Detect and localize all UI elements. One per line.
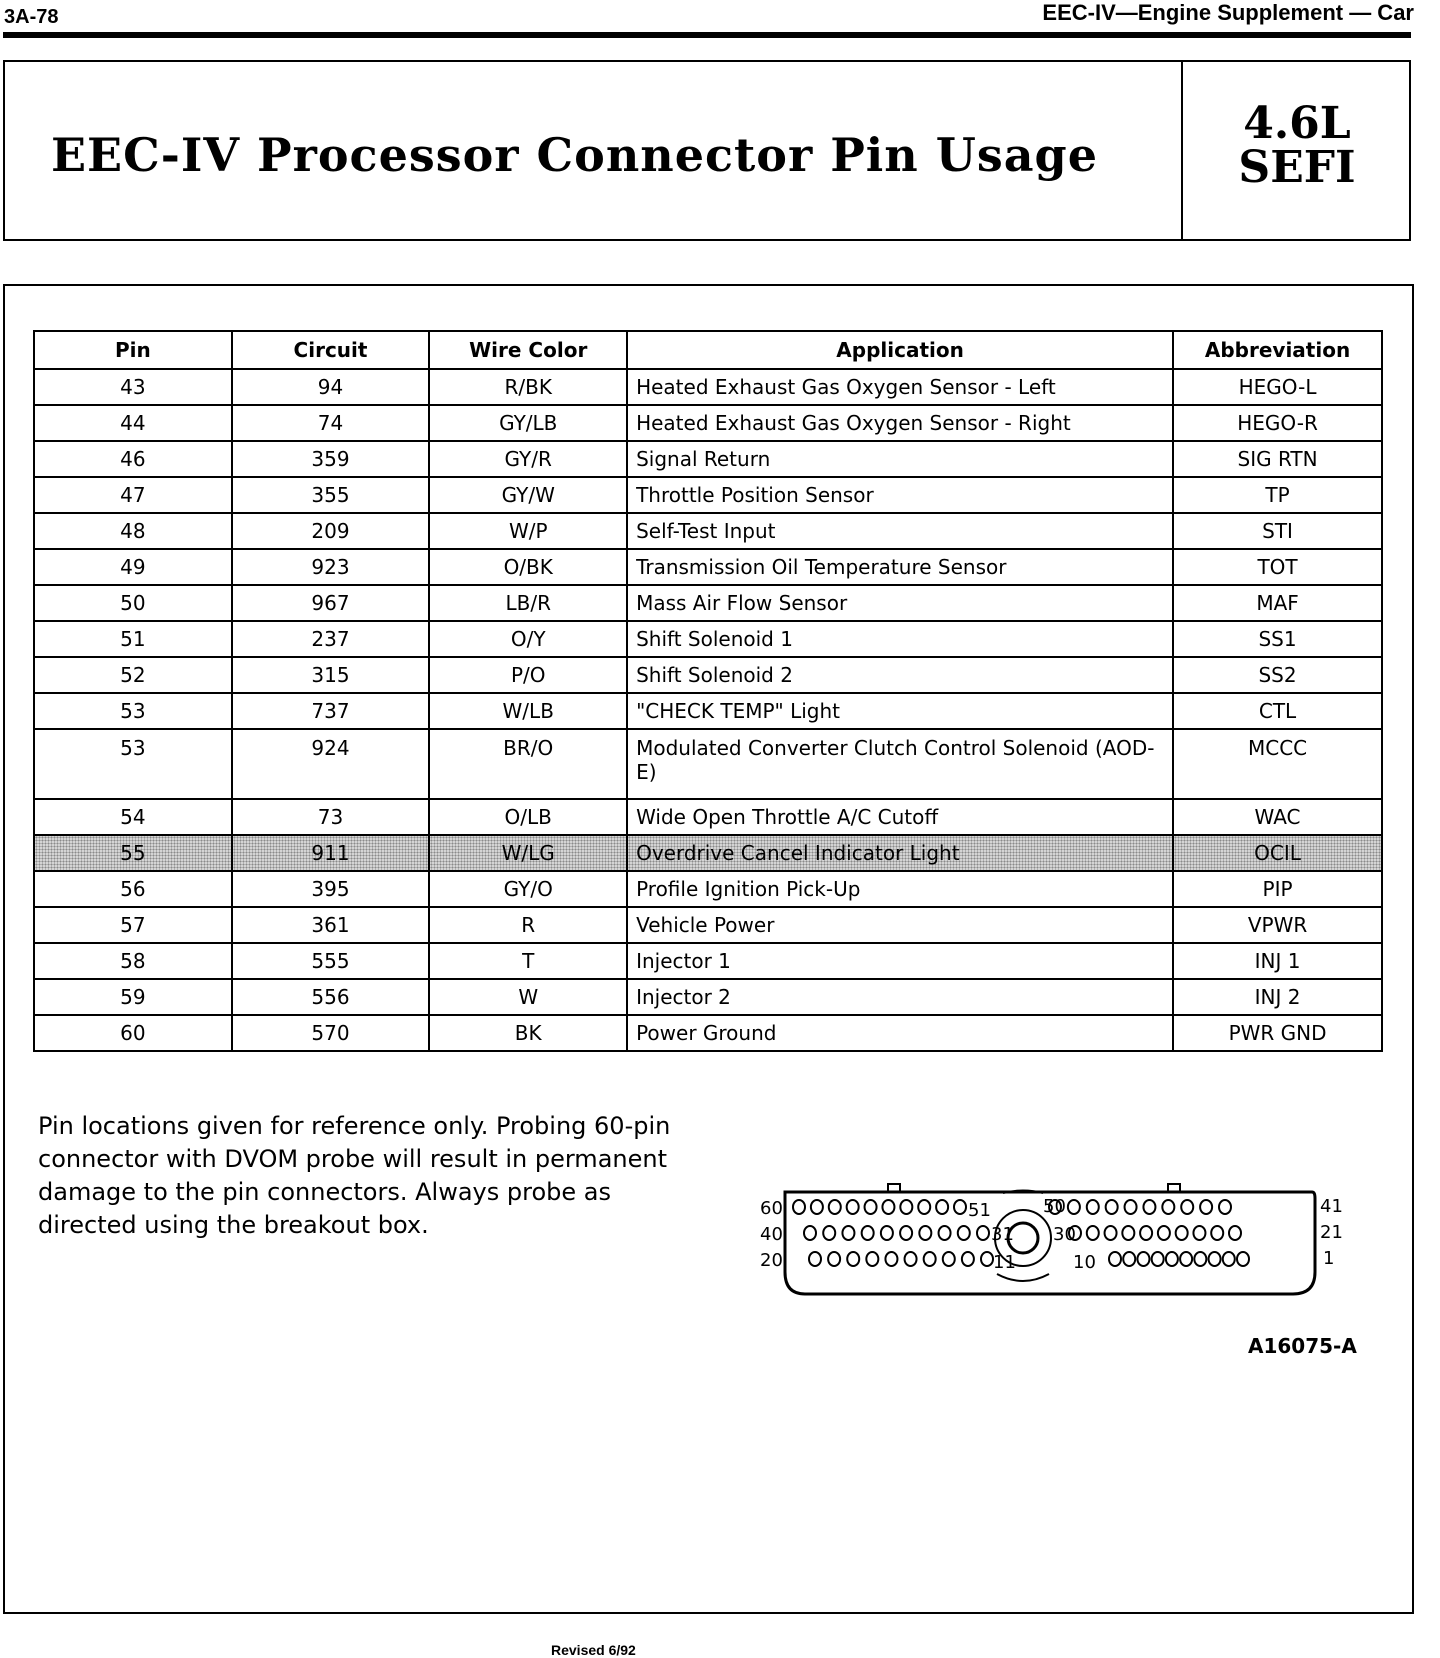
- circuit-cell: 737: [232, 693, 430, 729]
- connector-pin-hole: [862, 1226, 874, 1240]
- table-row: [34, 943, 1382, 979]
- pin-cell: 58: [34, 943, 232, 979]
- abbreviation-cell: OCIL: [1173, 835, 1382, 871]
- wire-color-cell: O/BK: [429, 549, 627, 585]
- application-cell: "CHECK TEMP" Light: [627, 693, 1173, 729]
- connector-label-20: 20: [760, 1250, 783, 1271]
- circuit-cell: 967: [232, 585, 430, 621]
- application-cell: Vehicle Power: [627, 907, 1173, 943]
- connector-pin-hole: [882, 1200, 894, 1214]
- pin-cell: 44: [34, 405, 232, 441]
- wire-color-cell: R/BK: [429, 369, 627, 405]
- connector-pin-hole: [1137, 1252, 1149, 1266]
- abbreviation-cell: VPWR: [1173, 907, 1382, 943]
- page-number: 3A-78: [4, 6, 59, 28]
- connector-label-10: 10: [1073, 1252, 1096, 1273]
- application-cell: Signal Return: [627, 441, 1173, 477]
- abbreviation-cell: INJ 2: [1173, 979, 1382, 1015]
- connector-pin-hole: [809, 1252, 821, 1266]
- connector-label-60: 60: [760, 1198, 783, 1219]
- connector-pin-hole: [900, 1226, 912, 1240]
- circuit-cell: 209: [232, 513, 430, 549]
- connector-label-41: 41: [1320, 1196, 1343, 1217]
- connector-label-11: 11: [993, 1252, 1016, 1273]
- circuit-cell: 94: [232, 369, 430, 405]
- connector-pin-hole: [919, 1226, 931, 1240]
- application-cell: Heated Exhaust Gas Oxygen Sensor - Right: [627, 405, 1173, 441]
- application-cell: Throttle Position Sensor: [627, 477, 1173, 513]
- table-row: [34, 979, 1382, 1015]
- circuit-cell: 555: [232, 943, 430, 979]
- application-cell: Wide Open Throttle A/C Cutoff: [627, 799, 1173, 835]
- table-row: [34, 585, 1382, 621]
- circuit-cell: 315: [232, 657, 430, 693]
- connector-pin-hole: [1181, 1200, 1193, 1214]
- pin-cell: 60: [34, 1015, 232, 1051]
- connector-pin-hole: [1223, 1252, 1235, 1266]
- pin-cell: 53: [34, 729, 232, 799]
- header-wire-color: Wire Color: [429, 331, 627, 369]
- circuit-cell: 73: [232, 799, 430, 835]
- abbreviation-cell: TOT: [1173, 549, 1382, 585]
- wire-color-cell: GY/R: [429, 441, 627, 477]
- connector-pin-hole: [936, 1200, 948, 1214]
- connector-pin-hole: [829, 1200, 841, 1214]
- title-box: [3, 60, 1411, 241]
- table-row: [34, 441, 1382, 477]
- connector-pin-hole: [881, 1226, 893, 1240]
- connector-pin-hole: [1087, 1200, 1099, 1214]
- table-row: [34, 549, 1382, 585]
- pin-cell: 56: [34, 871, 232, 907]
- abbreviation-cell: INJ 1: [1173, 943, 1382, 979]
- application-cell: Modulated Converter Clutch Control Solenoid (AOD-E): [627, 729, 1173, 799]
- wire-color-cell: GY/O: [429, 871, 627, 907]
- table-row: [34, 729, 1382, 799]
- header-rule: [3, 32, 1411, 38]
- connector-pin-hole: [1125, 1200, 1137, 1214]
- wire-color-cell: BR/O: [429, 729, 627, 799]
- figure-id: A16075-A: [1248, 1334, 1357, 1358]
- pin-cell: 57: [34, 907, 232, 943]
- connector-pin-hole: [943, 1252, 955, 1266]
- table-row: [34, 871, 1382, 907]
- connector-pin-hole: [828, 1252, 840, 1266]
- connector-pin-hole: [1229, 1226, 1241, 1240]
- engine-label: [1183, 98, 1411, 193]
- connector-pin-hole: [1068, 1200, 1080, 1214]
- connector-pin-hole: [1105, 1226, 1117, 1240]
- pin-cell: 49: [34, 549, 232, 585]
- pin-cell: 43: [34, 369, 232, 405]
- application-cell: Injector 1: [627, 943, 1173, 979]
- circuit-cell: 923: [232, 549, 430, 585]
- connector-pin-hole: [1166, 1252, 1178, 1266]
- connector-pin-hole: [847, 1252, 859, 1266]
- circuit-cell: 924: [232, 729, 430, 799]
- connector-pin-hole: [1211, 1226, 1223, 1240]
- connector-pin-hole: [1122, 1226, 1134, 1240]
- connector-pin-hole: [793, 1200, 805, 1214]
- pin-cell: 53: [34, 693, 232, 729]
- table-row: [34, 513, 1382, 549]
- connector-pin-hole: [1140, 1226, 1152, 1240]
- pin-cell: 59: [34, 979, 232, 1015]
- circuit-cell: 395: [232, 871, 430, 907]
- abbreviation-cell: HEGO-L: [1173, 369, 1382, 405]
- wire-color-cell: W: [429, 979, 627, 1015]
- page-title: EEC-IV Processor Connector Pin Usage: [51, 128, 1098, 182]
- circuit-cell: 361: [232, 907, 430, 943]
- wire-color-cell: W/LG: [429, 835, 627, 871]
- circuit-cell: 355: [232, 477, 430, 513]
- abbreviation-cell: CTL: [1173, 693, 1382, 729]
- table-row: [34, 799, 1382, 835]
- table-row: [34, 621, 1382, 657]
- wire-color-cell: GY/LB: [429, 405, 627, 441]
- table-row-highlighted: [34, 835, 1382, 871]
- abbreviation-cell: MAF: [1173, 585, 1382, 621]
- circuit-cell: 556: [232, 979, 430, 1015]
- connector-pin-hole: [958, 1226, 970, 1240]
- pin-cell: 52: [34, 657, 232, 693]
- wire-color-cell: R: [429, 907, 627, 943]
- connector-label-40: 40: [760, 1224, 783, 1245]
- connector-label-31: 31: [991, 1224, 1014, 1245]
- section-title: EEC-IV—Engine Supplement — Car: [1042, 0, 1414, 25]
- abbreviation-cell: PIP: [1173, 871, 1382, 907]
- connector-pin-hole: [823, 1226, 835, 1240]
- wire-color-cell: W/LB: [429, 693, 627, 729]
- connector-pin-hole: [1193, 1226, 1205, 1240]
- header-circuit: Circuit: [232, 331, 430, 369]
- wire-color-cell: GY/W: [429, 477, 627, 513]
- table-header-row: [34, 331, 1382, 369]
- header-pin: Pin: [34, 331, 232, 369]
- connector-pin-hole: [847, 1200, 859, 1214]
- connector-pin-hole: [1162, 1200, 1174, 1214]
- wire-color-cell: O/Y: [429, 621, 627, 657]
- connector-label-30: 30: [1053, 1224, 1076, 1245]
- connector-diagram: [755, 1176, 1345, 1306]
- abbreviation-cell: PWR GND: [1173, 1015, 1382, 1051]
- application-cell: Self-Test Input: [627, 513, 1173, 549]
- connector-pin-hole: [1106, 1200, 1118, 1214]
- connector-pin-hole: [1087, 1226, 1099, 1240]
- circuit-cell: 237: [232, 621, 430, 657]
- application-cell: Shift Solenoid 1: [627, 621, 1173, 657]
- pin-cell: 48: [34, 513, 232, 549]
- pin-cell: 50: [34, 585, 232, 621]
- connector-pin-hole: [1209, 1252, 1221, 1266]
- connector-pin-hole: [1152, 1252, 1164, 1266]
- connector-pin-hole: [885, 1252, 897, 1266]
- wire-color-cell: O/LB: [429, 799, 627, 835]
- connector-pin-hole: [865, 1200, 877, 1214]
- connector-pin-hole: [811, 1200, 823, 1214]
- table-row: [34, 657, 1382, 693]
- circuit-cell: 74: [232, 405, 430, 441]
- table-row: [34, 1015, 1382, 1051]
- engine-type: SEFI: [1238, 142, 1356, 193]
- connector-pin-hole: [977, 1226, 989, 1240]
- abbreviation-cell: WAC: [1173, 799, 1382, 835]
- pin-usage-table: [33, 330, 1383, 1052]
- table-row: [34, 693, 1382, 729]
- connector-pin-hole: [1200, 1200, 1212, 1214]
- application-cell: Overdrive Cancel Indicator Light: [627, 835, 1173, 871]
- connector-pin-hole: [866, 1252, 878, 1266]
- wire-color-cell: BK: [429, 1015, 627, 1051]
- caution-note: Pin locations given for reference only. Probing 60-pin connector with DVOM probe will result in permanent damage to the pin connectors. Always probe as directed using the breakout box.: [38, 1112, 671, 1239]
- connector-pin-hole: [924, 1252, 936, 1266]
- wire-color-cell: LB/R: [429, 585, 627, 621]
- connector-pin-hole: [981, 1252, 993, 1266]
- pin-cell: 47: [34, 477, 232, 513]
- pin-cell: 54: [34, 799, 232, 835]
- connector-pin-hole: [962, 1252, 974, 1266]
- wire-color-cell: T: [429, 943, 627, 979]
- pin-cell: 46: [34, 441, 232, 477]
- connector-label-51: 51: [968, 1200, 991, 1221]
- table-row: [34, 405, 1382, 441]
- table-row: [34, 907, 1382, 943]
- connector-label-1: 1: [1323, 1248, 1335, 1269]
- wire-color-cell: W/P: [429, 513, 627, 549]
- abbreviation-cell: MCCC: [1173, 729, 1382, 799]
- connector-pin-hole: [954, 1200, 966, 1214]
- connector-pin-hole: [842, 1226, 854, 1240]
- connector-pin-hole: [939, 1226, 951, 1240]
- connector-pin-hole: [804, 1226, 816, 1240]
- header-abbreviation: Abbreviation: [1173, 331, 1382, 369]
- circuit-cell: 359: [232, 441, 430, 477]
- connector-pin-hole: [1109, 1252, 1121, 1266]
- application-cell: Shift Solenoid 2: [627, 657, 1173, 693]
- connector-label-50: 50: [1043, 1196, 1066, 1217]
- application-cell: Transmission Oil Temperature Sensor: [627, 549, 1173, 585]
- circuit-cell: 911: [232, 835, 430, 871]
- connector-pin-hole: [1158, 1226, 1170, 1240]
- application-cell: Mass Air Flow Sensor: [627, 585, 1173, 621]
- revision-footer: Revised 6/92: [551, 1642, 636, 1658]
- connector-pin-hole: [1194, 1252, 1206, 1266]
- connector-label-21: 21: [1320, 1222, 1343, 1243]
- abbreviation-cell: STI: [1173, 513, 1382, 549]
- application-cell: Injector 2: [627, 979, 1173, 1015]
- connector-pin-hole: [1143, 1200, 1155, 1214]
- circuit-cell: 570: [232, 1015, 430, 1051]
- connector-pin-hole: [918, 1200, 930, 1214]
- connector-pin-hole: [1180, 1252, 1192, 1266]
- wire-color-cell: P/O: [429, 657, 627, 693]
- abbreviation-cell: SS2: [1173, 657, 1382, 693]
- abbreviation-cell: TP: [1173, 477, 1382, 513]
- connector-pin-hole: [905, 1252, 917, 1266]
- application-cell: Profile Ignition Pick-Up: [627, 871, 1173, 907]
- table-row: [34, 369, 1382, 405]
- connector-pin-hole: [1176, 1226, 1188, 1240]
- application-cell: Heated Exhaust Gas Oxygen Sensor - Left: [627, 369, 1173, 405]
- connector-pin-hole: [900, 1200, 912, 1214]
- abbreviation-cell: HEGO-R: [1173, 405, 1382, 441]
- pin-cell: 55: [34, 835, 232, 871]
- connector-pin-hole: [1237, 1252, 1249, 1266]
- table-row: [34, 477, 1382, 513]
- connector-pin-hole: [1123, 1252, 1135, 1266]
- application-cell: Power Ground: [627, 1015, 1173, 1051]
- header-application: Application: [627, 331, 1173, 369]
- abbreviation-cell: SS1: [1173, 621, 1382, 657]
- connector-pin-hole: [1219, 1200, 1231, 1214]
- abbreviation-cell: SIG RTN: [1173, 441, 1382, 477]
- engine-displacement: 4.6L: [1243, 98, 1351, 149]
- pin-cell: 51: [34, 621, 232, 657]
